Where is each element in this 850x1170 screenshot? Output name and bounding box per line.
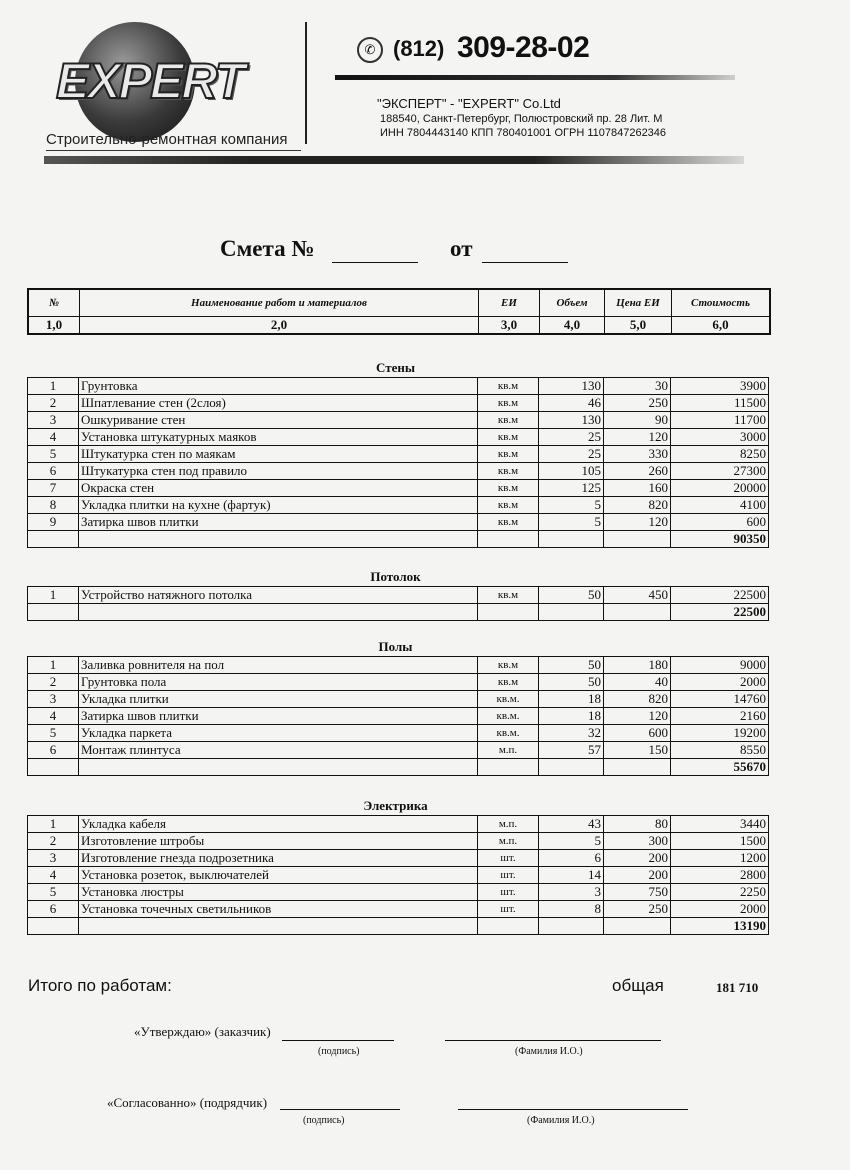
column-number: 2,0 — [80, 317, 479, 335]
agree-name-caption: (Фамилия И.О.) — [527, 1115, 595, 1126]
quantity: 130 — [539, 378, 604, 395]
unit: шт. — [478, 884, 539, 901]
company-tagline: Строительно-ремонтная компания — [46, 131, 288, 148]
empty-cell — [539, 759, 604, 776]
company-name: "ЭКСПЕРТ" - "EXPERT" Co.Ltd — [377, 96, 561, 111]
work-name: Шпатлевание стен (2слоя) — [79, 395, 478, 412]
cost: 11500 — [671, 395, 769, 412]
quantity: 130 — [539, 412, 604, 429]
table-row — [28, 446, 769, 463]
table-row — [28, 884, 769, 901]
row-number: 1 — [28, 816, 79, 833]
unit: кв.м — [478, 463, 539, 480]
column-header-name: Наименование работ и материалов — [80, 289, 479, 317]
table-row — [28, 587, 769, 604]
unit-price: 40 — [604, 674, 671, 691]
unit-price: 200 — [604, 850, 671, 867]
column-header-unit: ЕИ — [479, 289, 540, 317]
table-row — [28, 833, 769, 850]
work-name: Изготовление гнезда подрозетника — [79, 850, 478, 867]
work-name: Заливка ровнителя на пол — [79, 657, 478, 674]
section-table-ceiling — [27, 586, 769, 621]
quantity: 50 — [539, 587, 604, 604]
work-name: Установка точечных светильников — [79, 901, 478, 918]
empty-cell — [28, 531, 79, 548]
work-name: Штукатурка стен под правило — [79, 463, 478, 480]
quantity: 32 — [539, 725, 604, 742]
column-header-table — [27, 288, 771, 335]
tagline-underline — [46, 150, 301, 151]
unit-price: 600 — [604, 725, 671, 742]
column-number: 3,0 — [479, 317, 540, 335]
cost: 4100 — [671, 497, 769, 514]
total-general-label: общая — [612, 976, 664, 995]
approve-signature-line — [282, 1040, 394, 1041]
row-number: 3 — [28, 850, 79, 867]
table-row — [28, 497, 769, 514]
table-row — [28, 816, 769, 833]
unit-price: 30 — [604, 378, 671, 395]
subtotal-row — [28, 918, 769, 935]
column-number: 5,0 — [605, 317, 672, 335]
table-row — [28, 412, 769, 429]
unit: кв.м — [478, 378, 539, 395]
row-number: 7 — [28, 480, 79, 497]
table-row — [28, 850, 769, 867]
cost: 27300 — [671, 463, 769, 480]
quantity: 6 — [539, 850, 604, 867]
quantity: 125 — [539, 480, 604, 497]
section-subtotal: 90350 — [671, 531, 769, 548]
unit-price: 260 — [604, 463, 671, 480]
approve-name-caption: (Фамилия И.О.) — [515, 1046, 583, 1057]
approve-signature-caption: (подпись) — [318, 1046, 360, 1057]
unit-price: 820 — [604, 691, 671, 708]
cost: 1500 — [671, 833, 769, 850]
unit: кв.м — [478, 657, 539, 674]
table-row — [28, 708, 769, 725]
unit-price: 820 — [604, 497, 671, 514]
section-table-walls — [27, 377, 769, 548]
unit-price: 200 — [604, 867, 671, 884]
table-row — [28, 742, 769, 759]
cost: 20000 — [671, 480, 769, 497]
cost: 2250 — [671, 884, 769, 901]
unit: кв.м — [478, 446, 539, 463]
empty-cell — [79, 531, 478, 548]
agree-label: «Согласованно» (подрядчик) — [107, 1095, 268, 1110]
cost: 1200 — [671, 850, 769, 867]
quantity: 8 — [539, 901, 604, 918]
table-row — [28, 867, 769, 884]
column-header-cost: Стоимость — [672, 289, 771, 317]
work-name: Затирка швов плитки — [79, 514, 478, 531]
cost: 2000 — [671, 674, 769, 691]
row-number: 2 — [28, 674, 79, 691]
section-subtotal: 22500 — [671, 604, 769, 621]
quantity: 18 — [539, 691, 604, 708]
unit-price: 330 — [604, 446, 671, 463]
unit-price: 80 — [604, 816, 671, 833]
quantity: 43 — [539, 816, 604, 833]
subtotal-row — [28, 604, 769, 621]
row-number: 3 — [28, 691, 79, 708]
approve-name-line — [445, 1040, 661, 1041]
work-name: Укладка плитки на кухне (фартук) — [79, 497, 478, 514]
row-number: 5 — [28, 884, 79, 901]
approve-label: «Утверждаю» (заказчик) — [134, 1024, 271, 1039]
table-row — [28, 480, 769, 497]
row-number: 1 — [28, 657, 79, 674]
cost: 3440 — [671, 816, 769, 833]
phone-icon: ✆ — [357, 37, 383, 63]
table-row — [28, 514, 769, 531]
total-general-value: 181 710 — [716, 980, 759, 995]
unit-price: 120 — [604, 708, 671, 725]
unit: кв.м — [478, 395, 539, 412]
unit-price: 180 — [604, 657, 671, 674]
row-number: 9 — [28, 514, 79, 531]
cost: 9000 — [671, 657, 769, 674]
cost: 14760 — [671, 691, 769, 708]
estimate-number-blank — [332, 262, 418, 263]
work-name: Затирка швов плитки — [79, 708, 478, 725]
row-number: 6 — [28, 901, 79, 918]
subtotal-row — [28, 759, 769, 776]
unit-price: 250 — [604, 395, 671, 412]
estimate-date-blank — [482, 262, 568, 263]
work-name: Изготовление штробы — [79, 833, 478, 850]
unit: кв.м. — [478, 725, 539, 742]
table-row — [28, 429, 769, 446]
quantity: 3 — [539, 884, 604, 901]
cost: 8250 — [671, 446, 769, 463]
unit-price: 750 — [604, 884, 671, 901]
unit: шт. — [478, 901, 539, 918]
quantity: 5 — [539, 833, 604, 850]
empty-cell — [604, 918, 671, 935]
work-name: Укладка плитки — [79, 691, 478, 708]
section-title-floors: Полы — [378, 639, 413, 654]
work-name: Установка люстры — [79, 884, 478, 901]
total-label: Итого по работам: — [28, 976, 172, 995]
empty-cell — [478, 918, 539, 935]
column-number: 1,0 — [28, 317, 80, 335]
row-number: 5 — [28, 446, 79, 463]
cost: 2800 — [671, 867, 769, 884]
agree-signature-caption: (подпись) — [303, 1115, 345, 1126]
row-number: 2 — [28, 395, 79, 412]
cost: 600 — [671, 514, 769, 531]
unit: м.п. — [478, 816, 539, 833]
row-number: 6 — [28, 463, 79, 480]
section-subtotal: 13190 — [671, 918, 769, 935]
column-header-no: № — [28, 289, 80, 317]
work-name: Грунтовка пола — [79, 674, 478, 691]
unit-price: 300 — [604, 833, 671, 850]
section-title-ceiling: Потолок — [370, 569, 421, 584]
work-name: Монтаж плинтуса — [79, 742, 478, 759]
row-number: 4 — [28, 708, 79, 725]
row-number: 4 — [28, 429, 79, 446]
empty-cell — [539, 918, 604, 935]
column-header-price: Цена ЕИ — [605, 289, 672, 317]
row-number: 1 — [28, 378, 79, 395]
company-address: 188540, Санкт-Петербург, Полюстровский пр. 28 Лит. М — [380, 113, 663, 125]
cost: 19200 — [671, 725, 769, 742]
table-row — [28, 657, 769, 674]
phone-number: 309-28-02 — [457, 31, 590, 64]
unit: шт. — [478, 850, 539, 867]
column-number: 4,0 — [540, 317, 605, 335]
quantity: 25 — [539, 429, 604, 446]
work-name: Установка розеток, выключателей — [79, 867, 478, 884]
empty-cell — [604, 759, 671, 776]
unit-price: 150 — [604, 742, 671, 759]
empty-cell — [79, 918, 478, 935]
phone-code: (812) — [393, 36, 445, 61]
subtotal-row — [28, 531, 769, 548]
unit: кв.м — [478, 587, 539, 604]
agree-signature-line — [280, 1109, 400, 1110]
column-header-qty: Объем — [540, 289, 605, 317]
quantity: 50 — [539, 657, 604, 674]
quantity: 5 — [539, 514, 604, 531]
column-number: 6,0 — [672, 317, 771, 335]
unit: шт. — [478, 867, 539, 884]
empty-cell — [28, 759, 79, 776]
empty-cell — [478, 531, 539, 548]
unit-price: 450 — [604, 587, 671, 604]
cost: 22500 — [671, 587, 769, 604]
section-table-electrical — [27, 815, 769, 935]
cost: 3900 — [671, 378, 769, 395]
header-bottom-bar — [44, 156, 744, 164]
table-row — [28, 691, 769, 708]
work-name: Окраска стен — [79, 480, 478, 497]
empty-cell — [604, 531, 671, 548]
unit-price: 120 — [604, 429, 671, 446]
estimate-title: Смета № — [220, 236, 315, 261]
unit-price: 250 — [604, 901, 671, 918]
unit: кв.м — [478, 497, 539, 514]
empty-cell — [539, 604, 604, 621]
quantity: 25 — [539, 446, 604, 463]
work-name: Установка штукатурных маяков — [79, 429, 478, 446]
unit: кв.м — [478, 412, 539, 429]
row-number: 5 — [28, 725, 79, 742]
work-name: Грунтовка — [79, 378, 478, 395]
company-logo: EXPERT — [56, 53, 244, 109]
empty-cell — [604, 604, 671, 621]
table-row — [28, 395, 769, 412]
company-registration-ids: ИНН 7804443140 КПП 780401001 ОГРН 1107847262346 — [380, 127, 667, 139]
unit: кв.м — [478, 514, 539, 531]
cost: 11700 — [671, 412, 769, 429]
work-name: Укладка паркета — [79, 725, 478, 742]
quantity: 18 — [539, 708, 604, 725]
cost: 3000 — [671, 429, 769, 446]
empty-cell — [28, 918, 79, 935]
row-number: 4 — [28, 867, 79, 884]
cost: 2000 — [671, 901, 769, 918]
work-name: Штукатурка стен по маякам — [79, 446, 478, 463]
empty-cell — [79, 604, 478, 621]
row-number: 1 — [28, 587, 79, 604]
table-row — [28, 901, 769, 918]
unit-price: 120 — [604, 514, 671, 531]
unit: кв.м. — [478, 691, 539, 708]
quantity: 50 — [539, 674, 604, 691]
quantity: 57 — [539, 742, 604, 759]
work-name: Устройство натяжного потолка — [79, 587, 478, 604]
section-title-electrical: Электрика — [363, 798, 428, 813]
quantity: 14 — [539, 867, 604, 884]
quantity: 46 — [539, 395, 604, 412]
phone-underline-bar — [335, 75, 735, 80]
row-number: 6 — [28, 742, 79, 759]
section-title-walls: Стены — [375, 360, 415, 375]
unit: кв.м — [478, 480, 539, 497]
quantity: 5 — [539, 497, 604, 514]
unit-price: 160 — [604, 480, 671, 497]
work-name: Ошкуривание стен — [79, 412, 478, 429]
unit: м.п. — [478, 742, 539, 759]
unit: м.п. — [478, 833, 539, 850]
table-row — [28, 725, 769, 742]
empty-cell — [79, 759, 478, 776]
table-row — [28, 674, 769, 691]
table-row — [28, 378, 769, 395]
table-row — [28, 463, 769, 480]
unit: кв.м — [478, 674, 539, 691]
empty-cell — [478, 759, 539, 776]
header-divider — [305, 22, 307, 144]
row-number: 3 — [28, 412, 79, 429]
row-number: 2 — [28, 833, 79, 850]
agree-name-line — [458, 1109, 688, 1110]
unit: кв.м. — [478, 708, 539, 725]
empty-cell — [478, 604, 539, 621]
unit-price: 90 — [604, 412, 671, 429]
section-table-floors — [27, 656, 769, 776]
cost: 2160 — [671, 708, 769, 725]
empty-cell — [539, 531, 604, 548]
empty-cell — [28, 604, 79, 621]
unit: кв.м — [478, 429, 539, 446]
row-number: 8 — [28, 497, 79, 514]
estimate-date-label: от — [450, 236, 473, 261]
quantity: 105 — [539, 463, 604, 480]
section-subtotal: 55670 — [671, 759, 769, 776]
cost: 8550 — [671, 742, 769, 759]
work-name: Укладка кабеля — [79, 816, 478, 833]
